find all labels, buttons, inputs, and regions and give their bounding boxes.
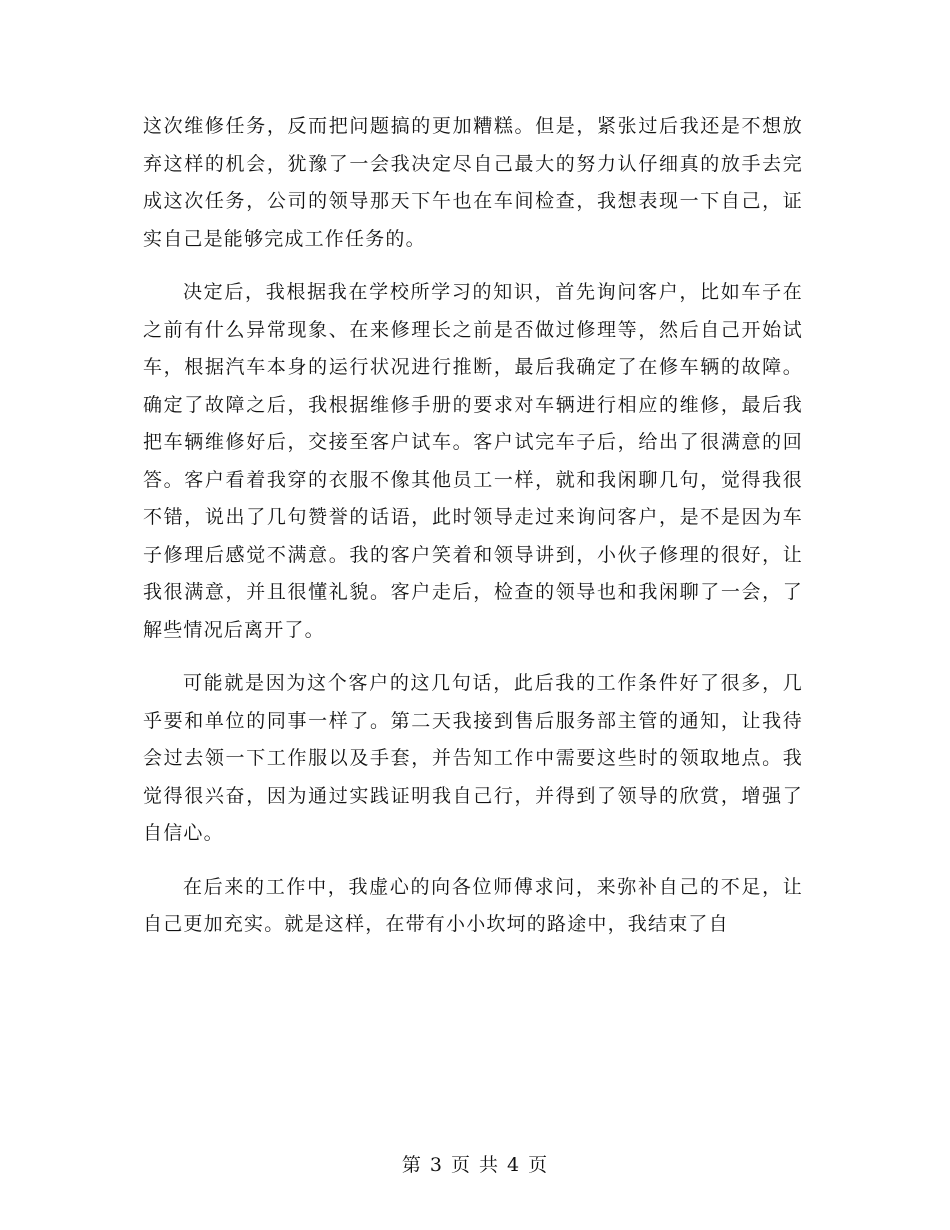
page-label-suffix: 页 bbox=[450, 1154, 471, 1176]
page-footer bbox=[0, 1150, 950, 1177]
paragraph-1: 这次维修任务，反而把问题搞的更加糟糕。但是，紧张过后我还是不想放弃这样的机会，犹豫了一会我决定尽自己最大的努力认仔细真的放手去完成这次任务，公司的领导那天下午也在车间检查，我想表现一下自己，证实自己是能够完成工作任务的。 bbox=[143, 115, 803, 250]
paragraph-2: 决定后，我根据我在学校所学习的知识，首先询问客户，比如车子在之前有什么异常现象、在来修理长之前是否做过修理等，然后自己开始试车，根据汽车本身的运行状况进行推断，最后我确定了在修车辆的故障。确定了故障之后，我根据维修手册的要求对车辆进行相应的维修，最后我把车辆维修好后，交接至客户试车。客户试完车子后，给出了很满意的回答。客户看着我穿的衣服不像其他员工一样，就和我闲聊几句，觉得我很不错，说出了几句赞誉的话语，此时领导走过来询问客户，是不是因为车子修理后感觉不满意。我的客户笑着和领导讲到，小伙子修理的很好，让我很满意，并且很懂礼貌。客户走后，检查的领导也和我闲聊了一会，了解些情况后离开了。 bbox=[143, 281, 803, 641]
total-label-suffix: 页 bbox=[528, 1154, 549, 1176]
total-label: 共 bbox=[479, 1154, 500, 1176]
current-page-number: 3 bbox=[429, 1154, 443, 1176]
document-body bbox=[143, 108, 803, 960]
paragraph-3: 可能就是因为这个客户的这几句话，此后我的工作条件好了很多，几乎要和单位的同事一样了。第二天我接到售后服务部主管的通知，让我待会过去领一下工作服以及手套，并告知工作中需要这些时的领取地点。我觉得很兴奋，因为通过实践证明我自己行，并得到了领导的欣赏，增强了自信心。 bbox=[143, 672, 803, 844]
page-label-prefix: 第 bbox=[401, 1154, 422, 1176]
total-pages-number: 4 bbox=[507, 1154, 521, 1176]
paragraph-4: 在后来的工作中，我虚心的向各位师傅求问，来弥补自己的不足，让自己更加充实。就是这样，在带有小小坎坷的路途中，我结束了自 bbox=[143, 875, 803, 935]
